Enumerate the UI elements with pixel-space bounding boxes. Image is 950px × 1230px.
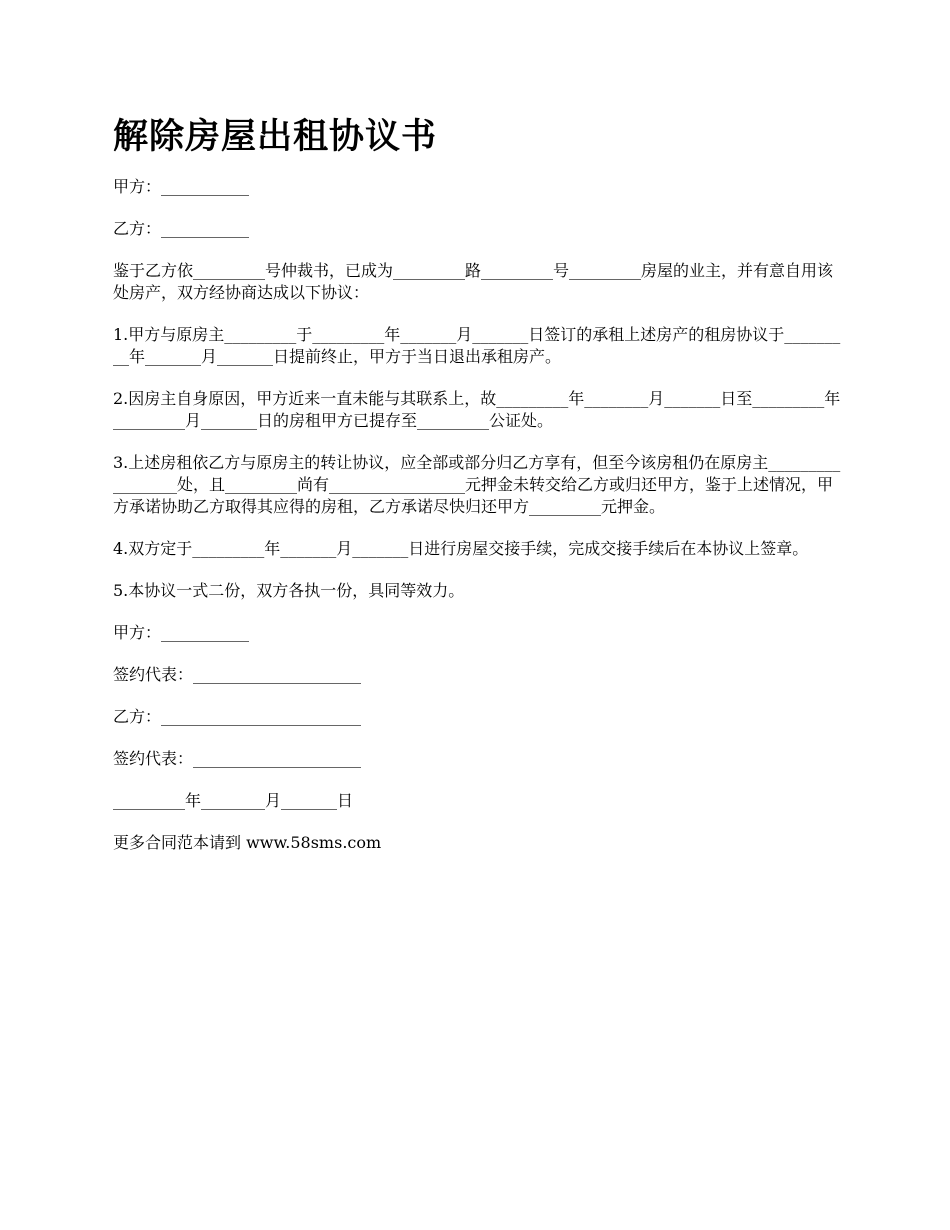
party-a-line: 甲方：___________ [113,177,250,196]
signature-party-a: 甲方：___________ [113,623,250,642]
clause-2: 2.因房主自身原因，甲方近来一直未能与其联系上，故_________年________月_______日至_________年_________月_______日的房租甲方已提存至_________公证处。 [113,389,841,430]
clause-1: 1.甲方与原房主_________于_________年_______月_______日签订的承租上述房产的租房协议于_________年_______月_______日提前终止，甲方于当日退出承租房产。 [113,325,841,366]
document-page [113,112,843,874]
clause-3: 3.上述房租依乙方与原房主的转让协议，应全部或部分归乙方享有，但至今该房租仍在原房主_________________处，且_________尚有_________________元押金未转交给乙方或归还甲方，鉴于上述情况，甲方承诺协助乙方取得其应得的房租，乙方承诺尽快归还甲方_________元押金。 [113,453,841,516]
party-b-line: 乙方：___________ [113,219,250,238]
clause-5: 5.本协议一式二份，双方各执一份，具同等效力。 [113,581,465,600]
signature-date: _________年________月_______日 [113,791,354,810]
clause-4: 4.双方定于_________年_______月_______日进行房屋交接手续，完成交接手续后在本协议上签章。 [113,539,809,558]
signature-representative-a: 签约代表：_____________________ [113,665,362,684]
preamble-paragraph: 鉴于乙方依_________号仲裁书，已成为_________路_________号_________房屋的业主，并有意自用该处房产，双方经协商达成以下协议： [113,261,834,302]
footer-note: 更多合同范本请到 www.58sms.com [113,833,382,852]
signature-representative-b: 签约代表：_____________________ [113,749,362,768]
document-title: 解除房屋出租协议书 [113,117,438,157]
signature-party-b: 乙方：_________________________ [113,707,362,726]
